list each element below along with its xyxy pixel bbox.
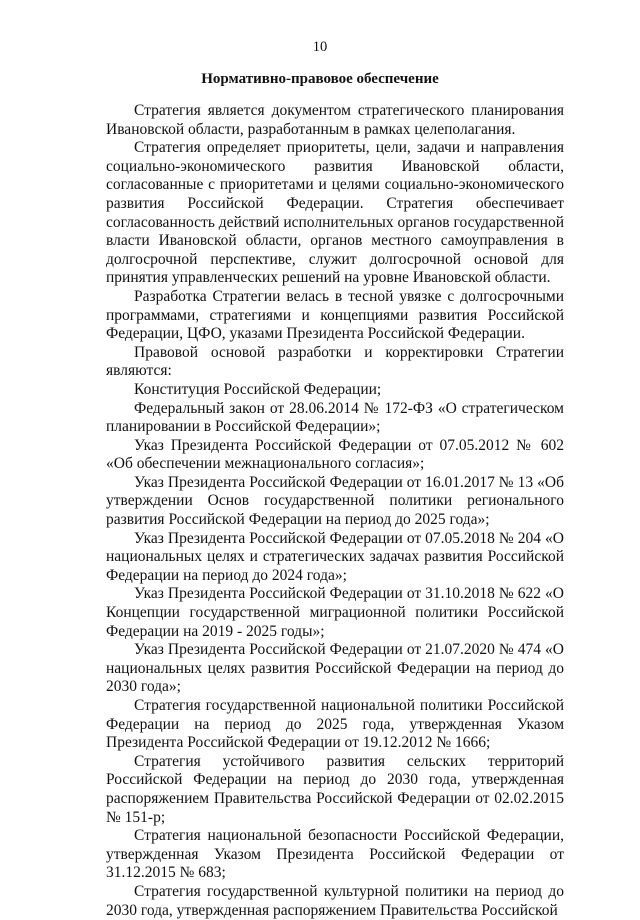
paragraph: Стратегия определяет приоритеты, цели, задачи и направления социально-экономического развития Ивановской области, согласованные с приоритетами и целями социально-экономического развития Российской Федерации. Стратегия обеспечивает согласованность действий исполнительных органов государственной власти Ивановской области, органов местного самоуправления в долгосрочной перспективе, служит долгосрочной основой для принятия управленческих решений на уровне Ивановской области. [106, 139, 564, 287]
paragraph: Федеральный закон от 28.06.2014 № 172-ФЗ «О стратегическом планировании в Российской Федерации»; [106, 399, 564, 436]
page-number: 10 [312, 39, 328, 55]
paragraph: Конституция Российской Федерации; [134, 380, 382, 398]
paragraph: Стратегия национальной безопасности Российской Федерации, утвержденная Указом Президента Российской Федерации от 31.12.2015 № 683; [106, 827, 564, 882]
paragraph: Указ Президента Российской Федерации от 07.05.2012 № 602 «Об обеспечении межнационального согласия»; [106, 436, 564, 473]
paragraph: Стратегия устойчивого развития сельских территорий Российской Федерации на период до 2030 года, утвержденная распоряжением Правительства Российской Федерации от 02.02.2015 № 151-р; [106, 752, 564, 826]
paragraph: Указ Президента Российской Федерации от 16.01.2017 № 13 «Об утверждении Основ государственной политики регионального развития Российской Федерации на период до 2025 года»; [106, 473, 564, 529]
section-heading: Нормативно-правовое обеспечение [201, 71, 439, 87]
document-body [106, 102, 564, 920]
paragraph: Указ Президента Российской Федерации от 31.10.2018 № 622 «О Концепции государственной миграционной политики Российской Федерации на 2019 - 2025 годы»; [106, 585, 564, 640]
paragraph: Указ Президента Российской Федерации от 07.05.2018 № 204 «О национальных целях и стратегических задачах развития Российской Федерации на период до 2024 года»; [106, 529, 564, 584]
paragraph: Стратегия является документом стратегического планирования Ивановской области, разработанным в рамках целеполагания. [106, 102, 564, 138]
paragraph: Стратегия государственной культурной политики на период до 2030 года, утвержденная распоряжением Правительства Российской [106, 882, 564, 919]
paragraph: Стратегия государственной национальной политики Российской Федерации на период до 2025 года, утвержденная Указом Президента Российской Федерации от 19.12.2012 № 1666; [106, 697, 564, 752]
paragraph: Разработка Стратегии велась в тесной увязке с долгосрочными программами, стратегиями и концепциями развития Российской Федерации, ЦФО, указами Президента Российской Федерации. [106, 287, 564, 343]
paragraph: Указ Президента Российской Федерации от 21.07.2020 № 474 «О национальных целях развития Российской Федерации на период до 2030 года»; [106, 641, 564, 696]
paragraph: Правовой основой разработки и корректировки Стратегии являются: [106, 343, 564, 380]
